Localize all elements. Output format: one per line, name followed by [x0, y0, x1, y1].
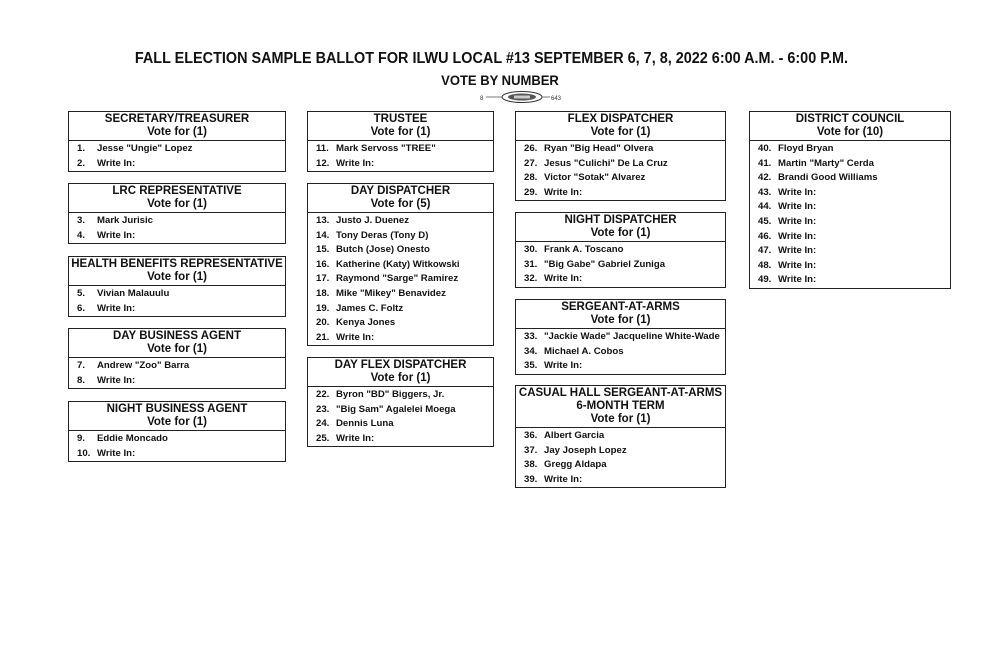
- write-in-label: Write In:: [778, 259, 817, 271]
- write-in-row: [69, 157, 285, 172]
- write-in-label: Write In:: [97, 157, 136, 169]
- candidate-number: 12.: [316, 157, 330, 169]
- write-in-label: Write In:: [336, 331, 375, 343]
- office-box-day-flex-dispatcher: [307, 357, 494, 447]
- candidate-name: Byron "BD" Biggers, Jr.: [336, 389, 445, 400]
- write-in-label: Write In:: [97, 374, 136, 386]
- write-in-row: [69, 302, 285, 317]
- candidate-row: [516, 243, 725, 258]
- candidate-row: [308, 388, 493, 403]
- candidate-list: [69, 358, 285, 388]
- candidate-name: Victor "Sotak" Alvarez: [544, 172, 646, 184]
- candidate-number: 38.: [524, 459, 538, 471]
- vote-for-label: Vote for (1): [590, 314, 651, 326]
- write-in-label: Write In:: [97, 229, 136, 241]
- candidate-name: Mike "Mikey" Benavidez: [336, 287, 446, 299]
- office-title: HEALTH BENEFITS REPRESENTATIVE: [71, 258, 283, 270]
- candidate-number: 29.: [524, 186, 538, 198]
- office-title: DAY FLEX DISPATCHER: [334, 359, 467, 371]
- candidate-number: 46.: [758, 230, 772, 242]
- write-in-label: Write In:: [778, 230, 817, 242]
- candidate-name: Vivian Malauulu: [97, 288, 170, 299]
- candidate-name: Jesus "Culichi" De La Cruz: [544, 157, 668, 169]
- candidate-row: [308, 142, 493, 157]
- candidate-number: 24.: [316, 418, 330, 430]
- write-in-label: Write In:: [336, 432, 375, 444]
- write-in-row: [516, 186, 725, 201]
- write-in-label: Write In:: [544, 186, 583, 198]
- union-label-left-text: 8: [480, 96, 484, 102]
- candidate-list: [69, 286, 285, 316]
- candidate-number: 11.: [316, 143, 329, 154]
- write-in-label: Write In:: [778, 245, 817, 257]
- candidate-row: [308, 287, 493, 302]
- candidate-number: 5.: [77, 288, 86, 299]
- candidate-number: 48.: [758, 259, 772, 271]
- candidate-name: Brandi Good Williams: [778, 172, 878, 184]
- candidate-number: 14.: [316, 229, 330, 241]
- candidate-number: 17.: [316, 273, 330, 285]
- candidate-name: Andrew "Zoo" Barra: [97, 360, 190, 371]
- candidate-list: [516, 329, 725, 374]
- office-box-flex-dispatcher: [515, 111, 726, 201]
- candidate-name: Albert Garcia: [544, 430, 605, 441]
- office-title: DAY DISPATCHER: [350, 185, 451, 197]
- office-box-trustee: [307, 111, 494, 172]
- vote-for-label: Vote for (1): [147, 198, 207, 210]
- union-label-logo: [478, 91, 570, 103]
- office-box-sergeant-at-arms: [515, 299, 726, 375]
- candidate-row: [69, 142, 285, 157]
- candidate-number: 18.: [316, 287, 330, 299]
- candidate-name: Kenya Jones: [336, 317, 396, 329]
- candidate-name: Floyd Bryan: [778, 143, 834, 154]
- office-title: DISTRICT COUNCIL: [795, 113, 905, 125]
- candidate-list: [516, 428, 725, 487]
- office-header: [516, 300, 725, 329]
- candidate-name: Mark Jurisic: [97, 215, 153, 226]
- candidate-list: [69, 213, 285, 243]
- candidate-row: [308, 302, 493, 317]
- candidate-number: 43.: [758, 186, 772, 198]
- candidate-number: 28.: [524, 172, 538, 184]
- candidate-row: [516, 345, 725, 360]
- write-in-row: [750, 200, 950, 215]
- candidate-name: Butch (Jose) Onesto: [336, 244, 430, 256]
- office-title: DAY BUSINESS AGENT: [112, 330, 242, 342]
- candidate-number: 3.: [77, 215, 86, 226]
- office-title: LRC REPRESENTATIVE: [112, 185, 242, 197]
- candidate-row: [516, 330, 725, 345]
- candidate-number: 15.: [316, 244, 330, 256]
- office-header: [69, 329, 285, 358]
- candidate-name: Ryan "Big Head" Olvera: [544, 143, 654, 154]
- office-title: NIGHT DISPATCHER: [564, 214, 677, 226]
- candidate-name: Raymond "Sarge" Ramirez: [336, 273, 459, 285]
- candidate-list: [516, 242, 725, 287]
- vote-for-label: Vote for (1): [590, 413, 651, 425]
- office-title: TRUSTEE: [373, 113, 428, 125]
- candidate-number: 26.: [524, 143, 538, 154]
- candidate-row: [516, 444, 725, 459]
- candidate-row: [308, 272, 493, 287]
- candidate-number: 21.: [316, 331, 330, 343]
- write-in-row: [750, 259, 950, 274]
- candidate-name: Katherine (Katy) Witkowski: [336, 258, 460, 270]
- write-in-row: [750, 186, 950, 201]
- candidate-number: 34.: [524, 345, 538, 357]
- candidate-name: Dennis Luna: [336, 418, 394, 430]
- candidate-name: "Jackie Wade" Jacqueline White-Wade: [544, 331, 720, 342]
- candidate-number: 19.: [316, 302, 330, 314]
- candidate-list: [308, 387, 493, 446]
- candidate-number: 32.: [524, 273, 538, 285]
- ballot-subtitle: VOTE BY NUMBER: [441, 72, 559, 88]
- candidate-row: [516, 142, 725, 157]
- candidate-number: 44.: [758, 201, 772, 213]
- candidate-name: Justo J. Duenez: [336, 215, 410, 226]
- write-in-row: [516, 359, 725, 374]
- candidate-number: 39.: [524, 473, 538, 485]
- candidate-number: 4.: [77, 229, 86, 241]
- candidate-name: Tony Deras (Tony D): [336, 229, 429, 241]
- write-in-label: Write In:: [778, 201, 817, 213]
- write-in-label: Write In:: [97, 447, 136, 459]
- vote-for-label: Vote for (1): [590, 126, 651, 138]
- office-box-day-business-agent: [68, 328, 286, 389]
- write-in-label: Write In:: [778, 186, 817, 198]
- candidate-number: 45.: [758, 215, 772, 227]
- candidate-row: [516, 171, 725, 186]
- candidate-list: [308, 213, 493, 345]
- office-title: SERGEANT-AT-ARMS: [561, 301, 680, 313]
- candidate-list: [69, 431, 285, 461]
- write-in-label: Write In:: [544, 360, 583, 372]
- candidate-number: 41.: [758, 157, 772, 169]
- candidate-row: [308, 403, 493, 418]
- candidate-number: 13.: [316, 215, 330, 226]
- write-in-row: [69, 447, 285, 462]
- write-in-label: Write In:: [544, 273, 583, 285]
- office-header: [308, 112, 493, 141]
- office-header: [750, 112, 950, 141]
- write-in-row: [308, 432, 493, 447]
- office-box-casual-hall-sergeant-at-arms: [515, 385, 726, 488]
- candidate-number: 9.: [77, 433, 86, 444]
- candidate-row: [750, 157, 950, 172]
- candidate-number: 10.: [77, 447, 91, 459]
- candidate-number: 8.: [77, 374, 86, 386]
- candidate-row: [308, 417, 493, 432]
- office-header: [516, 112, 725, 141]
- candidate-number: 37.: [524, 444, 538, 456]
- write-in-label: Write In:: [544, 473, 583, 485]
- candidate-row: [308, 214, 493, 229]
- candidate-name: Jay Joseph Lopez: [544, 444, 627, 456]
- candidate-number: 27.: [524, 157, 538, 169]
- candidate-name: "Big Gabe" Gabriel Zuniga: [544, 258, 666, 270]
- write-in-row: [308, 157, 493, 172]
- write-in-row: [69, 374, 285, 389]
- vote-for-label: Vote for (1): [147, 126, 207, 138]
- candidate-number: 33.: [524, 331, 538, 342]
- candidate-number: 40.: [758, 143, 772, 154]
- write-in-row: [750, 215, 950, 230]
- write-in-row: [750, 230, 950, 245]
- candidate-row: [750, 142, 950, 157]
- office-subtitle: 6-MONTH TERM: [576, 400, 665, 412]
- office-box-health-benefits-representative: [68, 256, 286, 317]
- office-title: SECRETARY/TREASURER: [104, 113, 250, 125]
- office-header: [69, 184, 285, 213]
- candidate-number: 20.: [316, 317, 330, 329]
- office-box-night-dispatcher: [515, 212, 726, 288]
- candidate-name: Jesse "Ungie" Lopez: [97, 143, 193, 154]
- write-in-label: Write In:: [97, 302, 136, 314]
- vote-for-label: Vote for (1): [370, 372, 431, 384]
- candidate-number: 16.: [316, 258, 330, 270]
- candidate-number: 2.: [77, 157, 86, 169]
- candidate-number: 22.: [316, 389, 330, 400]
- candidate-number: 1.: [77, 143, 86, 154]
- candidate-number: 30.: [524, 244, 538, 255]
- candidate-number: 23.: [316, 403, 330, 415]
- candidate-name: Gregg Aldapa: [544, 459, 607, 471]
- write-in-row: [308, 331, 493, 346]
- vote-for-label: Vote for (1): [370, 126, 431, 138]
- candidate-name: James C. Foltz: [336, 302, 404, 314]
- write-in-row: [69, 229, 285, 244]
- candidate-row: [69, 359, 285, 374]
- write-in-row: [750, 273, 950, 288]
- write-in-label: Write In:: [778, 215, 817, 227]
- candidate-row: [308, 229, 493, 244]
- candidate-list: [69, 141, 285, 171]
- candidate-number: 47.: [758, 245, 772, 257]
- office-box-night-business-agent: [68, 401, 286, 462]
- write-in-row: [750, 244, 950, 259]
- candidate-row: [516, 258, 725, 273]
- vote-for-label: Vote for (1): [147, 271, 207, 283]
- office-header: [516, 213, 725, 242]
- candidate-row: [750, 171, 950, 186]
- vote-for-label: Vote for (1): [590, 227, 651, 239]
- office-header: [308, 358, 493, 387]
- candidate-row: [308, 243, 493, 258]
- candidate-row: [308, 316, 493, 331]
- candidate-list: [750, 141, 950, 288]
- candidate-row: [516, 157, 725, 172]
- candidate-row: [69, 214, 285, 229]
- write-in-label: Write In:: [336, 157, 375, 169]
- candidate-name: Frank A. Toscano: [544, 244, 624, 255]
- candidate-list: [308, 141, 493, 171]
- office-box-day-dispatcher: [307, 183, 494, 346]
- office-title: FLEX DISPATCHER: [567, 113, 674, 125]
- vote-for-label: Vote for (1): [147, 416, 207, 428]
- candidate-number: 7.: [77, 360, 86, 371]
- candidate-number: 36.: [524, 430, 538, 441]
- office-header: [516, 386, 725, 428]
- candidate-row: [308, 258, 493, 273]
- ballot-title: FALL ELECTION SAMPLE BALLOT FOR ILWU LOCAL #13 SEPTEMBER 6, 7, 8, 2022 6:00 A.M. - 6:00 P.M.: [134, 50, 849, 67]
- office-box-district-council: [749, 111, 951, 289]
- candidate-row: [516, 429, 725, 444]
- office-box-lrc-representative: [68, 183, 286, 244]
- union-label-right-text: 643: [551, 96, 562, 102]
- candidate-number: 49.: [758, 274, 772, 286]
- write-in-label: Write In:: [778, 274, 817, 286]
- office-header: [69, 257, 285, 286]
- candidate-number: 42.: [758, 172, 772, 184]
- candidate-name: Michael A. Cobos: [544, 345, 624, 357]
- candidate-row: [516, 458, 725, 473]
- candidate-list: [516, 141, 725, 200]
- candidate-number: 31.: [524, 258, 538, 270]
- office-header: [69, 402, 285, 431]
- candidate-row: [69, 432, 285, 447]
- candidate-name: Martin "Marty" Cerda: [778, 157, 874, 169]
- office-title: CASUAL HALL SERGEANT-AT-ARMS: [518, 387, 723, 399]
- candidate-number: 6.: [77, 302, 86, 314]
- candidate-name: Mark Servoss "TREE": [336, 143, 436, 154]
- candidate-name: Eddie Moncado: [97, 433, 168, 444]
- write-in-row: [516, 272, 725, 287]
- vote-for-label: Vote for (5): [370, 198, 431, 210]
- candidate-number: 35.: [524, 360, 538, 372]
- office-header: [308, 184, 493, 213]
- vote-for-label: Vote for (10): [816, 126, 884, 138]
- office-box-secretary-treasurer: [68, 111, 286, 172]
- candidate-name: "Big Sam" Agalelei Moega: [336, 403, 456, 415]
- office-header: [69, 112, 285, 141]
- candidate-row: [69, 287, 285, 302]
- write-in-row: [516, 473, 725, 488]
- office-title: NIGHT BUSINESS AGENT: [106, 403, 248, 415]
- candidate-number: 25.: [316, 432, 330, 444]
- vote-for-label: Vote for (1): [147, 343, 207, 355]
